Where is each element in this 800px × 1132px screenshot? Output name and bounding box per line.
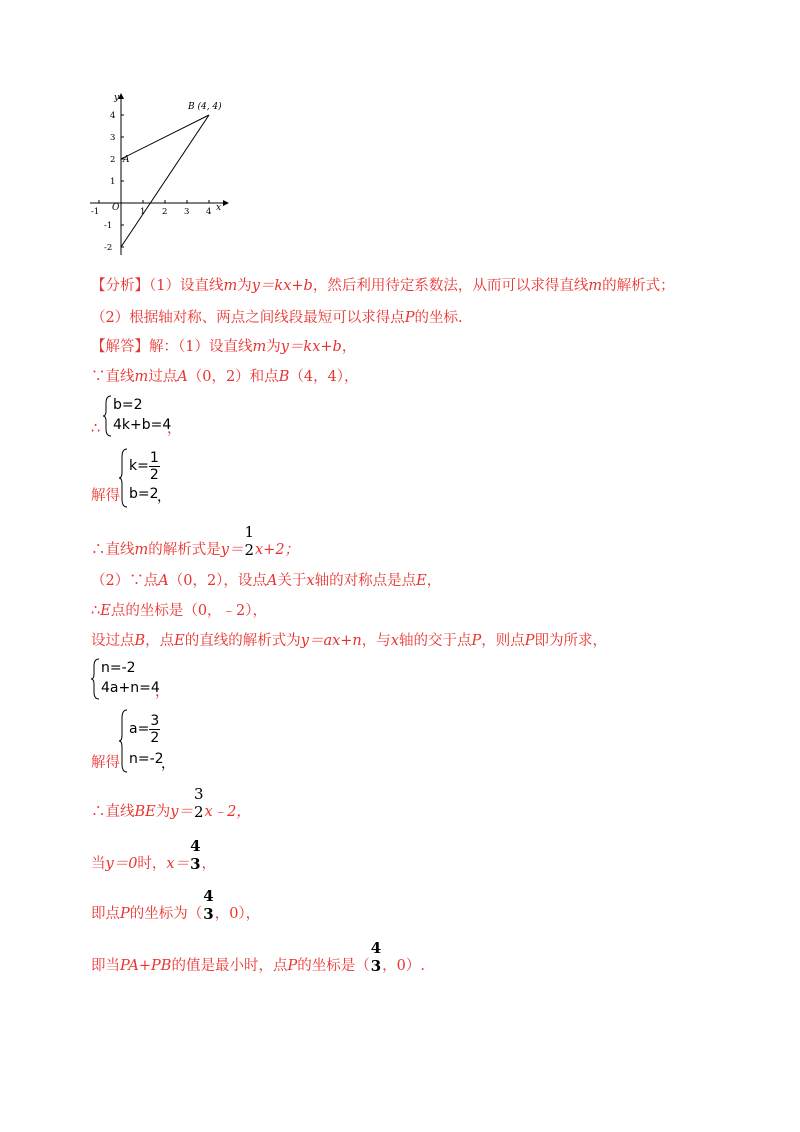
equation-system-4: 解得 a= $\frac{3}{2}$ n=-2 ， <box>91 709 291 771</box>
solution-line-12: 当 y＝0 时， x＝ 4 3 ， <box>91 837 217 873</box>
left-brace-icon <box>119 709 129 773</box>
svg-text:-1: -1 <box>91 207 100 217</box>
point-a-label: A <box>123 155 130 165</box>
system-2-row-1: k= $\frac{1}{2}$ <box>129 449 159 483</box>
svg-text:3: 3 <box>110 133 116 143</box>
solution-line-2: ∵直线m过点A（0，2）和点B（4，4）， <box>91 369 359 385</box>
solve-label: 解得 <box>91 755 120 771</box>
system-3-row-1: n=-2 <box>101 660 136 676</box>
system-1-row-1: b=2 <box>113 397 143 413</box>
svg-text:-2: -2 <box>104 243 113 253</box>
svg-text:3: 3 <box>184 207 190 217</box>
svg-text:2: 2 <box>110 155 116 165</box>
solve-label: 解得 <box>91 488 120 504</box>
svg-text:2: 2 <box>162 207 168 217</box>
system-4-row-2: n=-2 <box>129 751 164 767</box>
left-brace-icon <box>91 658 101 700</box>
left-brace-icon <box>119 448 129 508</box>
solution-line-1: 【解答】解：（1）设直线m为y＝kx+b， <box>91 339 357 355</box>
point-b-label: B (4, 4) <box>188 102 222 112</box>
system-3-row-2: 4a+n=4 <box>101 680 160 696</box>
solution-line-8: 设过点B，点E的直线的解析式为y＝ax+n，与x轴的交于点P，则点P即为所求， <box>91 633 607 649</box>
system-1-row-2: 4k+b=4 <box>113 417 172 433</box>
x-axis-label: x <box>216 203 222 213</box>
x-tick-labels <box>91 207 211 217</box>
analysis-line-1: 【分析】（1）设直线m为y＝kx+b，然后利用待定系数法，从而可以求得直线m的解析式； <box>91 278 675 294</box>
solution-line-6: （2）∵点A（0，2），设点A关于x轴的对称点是点E， <box>91 573 442 589</box>
solution-line-11: ∴直线 BE 为 y＝ 3 2 x﹣2， <box>91 785 251 821</box>
segment-ab <box>121 115 209 159</box>
equation-system-2: 解得 k= $\frac{1}{2}$ b=2 ， <box>91 448 291 510</box>
system-2-row-2: b=2 <box>129 486 159 502</box>
solution-line-7: ∴E点的坐标是（0，﹣2）， <box>91 603 268 619</box>
equation-system-1: ∴ b=2 4k+b=4 ， <box>91 397 182 437</box>
x-axis-arrow <box>223 200 229 206</box>
solution-tag: 【解答】 <box>91 339 149 355</box>
segment-be <box>121 115 212 247</box>
svg-text:-1: -1 <box>104 221 113 231</box>
solution-line-5: ∴直线 m 的解析式是 y＝ 1 2 x+2； <box>91 523 300 559</box>
equation-system-3: n=-2 4a+n=4 ， <box>91 656 291 704</box>
coordinate-graph <box>85 90 245 260</box>
svg-text:1: 1 <box>140 207 146 217</box>
analysis-line-2: （2）根据轴对称、两点之间线段最短可以求得点P的坐标. <box>91 310 463 326</box>
y-axis-label: y <box>114 93 120 103</box>
origin-label: O <box>112 203 120 213</box>
analysis-tag: 【分析】 <box>91 278 149 294</box>
left-brace-icon <box>103 395 113 437</box>
svg-text:4: 4 <box>110 111 116 121</box>
y-tick-labels <box>104 111 115 253</box>
solution-line-14: 即当 PA+PB 的值是最小时，点 P 的坐标是（ 4 3 ，0）. <box>91 939 426 975</box>
svg-text:4: 4 <box>206 207 212 217</box>
therefore-symbol: ∴ <box>91 421 101 437</box>
solution-line-13: 即点 P 的坐标为（ 4 3 ，0）， <box>91 887 261 923</box>
svg-text:1: 1 <box>110 177 116 187</box>
system-4-row-1: a= $\frac{3}{2}$ <box>129 712 160 746</box>
